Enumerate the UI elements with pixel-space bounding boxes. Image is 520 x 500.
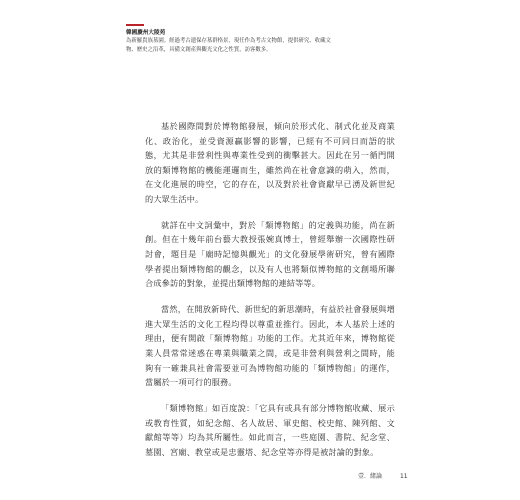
caption-accent-bar — [126, 24, 144, 26]
caption-body: 為新羅貴族墓園。經過考古遺保存墓群格景，現任作為考古文物館，提供研究、收藏文物、歷史之沿革，具備文創產與觀光文化之性質，訪客數多。 — [126, 38, 331, 53]
paragraph-1: 基於國際間對於博物館發展，傾向於形式化、制式化並及商業化、政治化，並受資源贏影響的影響，已經有不可同日而語的狀態，尤其是非營利性與專業性受到的衝擊甚大。因此在另一循門開放的類博物館的機能運邏而生，雖然尚在社會意識的萌入，然而，在文化進展的時空，它的存在，以及對於社會資獻早已湧及新世紀的大眾生活中。 — [145, 121, 395, 204]
paragraph-4: 「類博物館」如百度說：「它具有或具有部分博物館收藏、展示或教育性質，如紀念館、名人故居、軍史館、校史館、陳列館、文獻館等等）均為其所屬性。如此而言，一些庭園、書院、紀念堂、墓園、宮廟、教堂或是忠靈塔、紀念堂等亦得是被討論的對象。 — [145, 402, 395, 457]
page-footer — [358, 471, 408, 480]
photo-caption — [126, 24, 416, 55]
body-text — [145, 119, 395, 471]
paragraph-3: 當然，在開放新時代、新世紀的新思潮時，有益於社會發展與增進大眾生活的文化工程均得以尊重並推行。因此，本人基於上述的理由，便有開啟「類博物館」功能的工作。尤其近年來，博物館從業人員常常迷惑在專業與職業之間，或是非營利與營利之間時，能夠有一確兼具社會需要並可為博物館功能的「類博物館」的運作，當屬於一項可行的服務。 — [145, 304, 395, 388]
caption-title: 韓國慶州大陵苑 — [126, 30, 166, 36]
page-number: 11 — [399, 473, 408, 480]
footer-section-title: 壹．緒論 — [358, 473, 383, 480]
paragraph-2: 就詳在中文詞彙中，對於「類博物館」的定義與功能，尚在新創。但在十幾年前台藝大教授張婉真博士，曾經舉辦一次國際性研討會，題目是「廟時記憶與觀光」的文化發展學術研究，曾有國際學者提出類博物館的觀念，以及有人也將類似博物館的文創場所聯合成參訪的對象，並提出類博物館的連結等等。 — [145, 219, 395, 289]
